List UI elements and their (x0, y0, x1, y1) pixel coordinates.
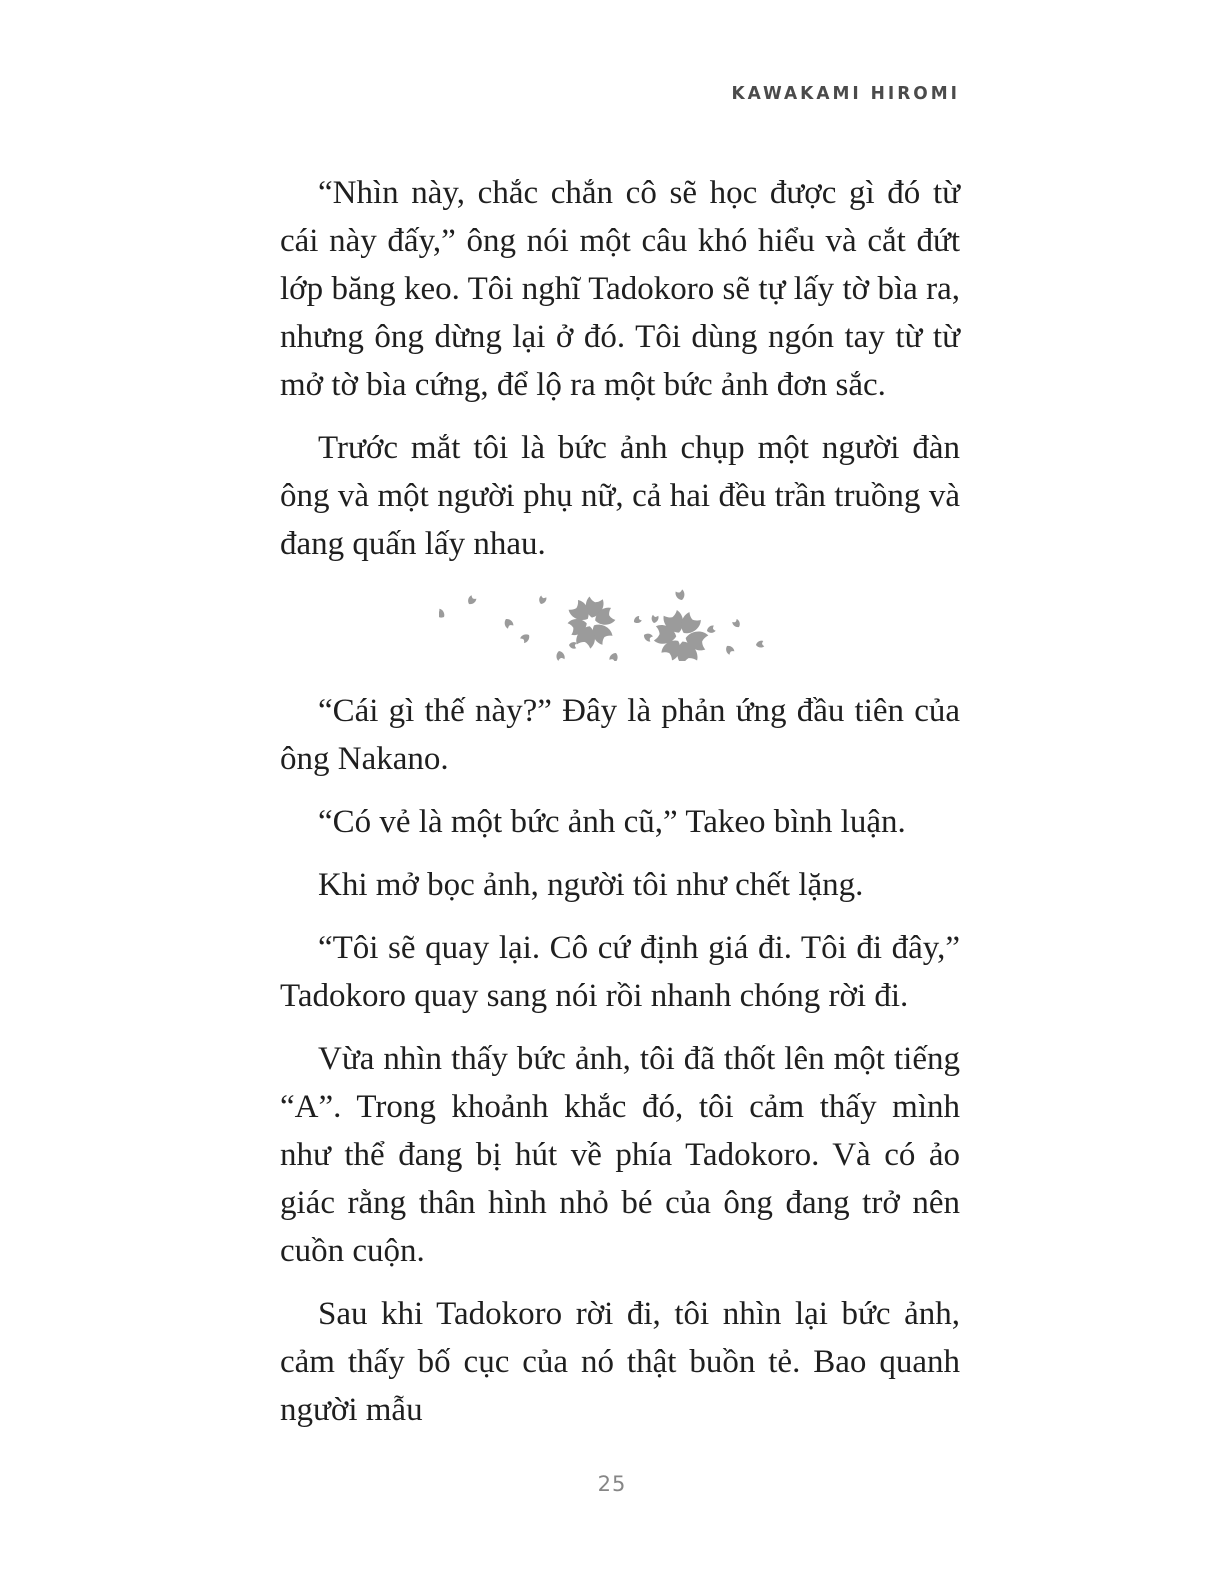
page-footer (0, 1472, 1224, 1496)
page-number: 25 (597, 1472, 627, 1496)
paragraph: Vừa nhìn thấy bức ảnh, tôi đã thốt lên một tiếng “A”. Trong khoảnh khắc đó, tôi cảm thấy mình như thể đang bị hút về phía Tadokoro. Và có ảo giác rằng thân hình nhỏ bé của ông đang trở nên cuồn cuộn. (280, 1041, 960, 1269)
sakura-group (439, 589, 764, 661)
running-header (280, 84, 960, 104)
paragraph: “Có vẻ là một bức ảnh cũ,” Takeo bình luận. (318, 804, 906, 840)
paragraph: “Tôi sẽ quay lại. Cô cứ định giá đi. Tôi đi đây,” Tadokoro quay sang nói rồi nhanh chóng rời đi. (280, 930, 960, 1014)
paragraph: Sau khi Tadokoro rời đi, tôi nhìn lại bức ảnh, cảm thấy bố cục của nó thật buồn tẻ. Bao quanh người mẫu (280, 1296, 960, 1428)
author-name: KAWAKAMI HIROMI (731, 83, 960, 105)
paragraph: “Cái gì thế này?” Đây là phản ứng đầu tiên của ông Nakano. (280, 693, 960, 777)
sakura-divider (439, 583, 769, 661)
paragraph: Trước mắt tôi là bức ảnh chụp một người đàn ông và một người phụ nữ, cả hai đều trần truồng và đang quấn lấy nhau. (280, 430, 960, 562)
paragraph: Khi mở bọc ảnh, người tôi như chết lặng. (318, 867, 864, 903)
sakura-blossom-icon (439, 583, 769, 661)
paragraph: “Nhìn này, chắc chắn cô sẽ học được gì đó từ cái này đấy,” ông nói một câu khó hiểu và cắt đứt lớp băng keo. Tôi nghĩ Tadokoro sẽ tự lấy tờ bìa ra, nhưng ông dừng lại ở đó. Tôi dùng ngón tay từ từ mở tờ bìa cứng, để lộ ra một bức ảnh đơn sắc. (280, 175, 960, 403)
page-body (280, 154, 960, 1449)
